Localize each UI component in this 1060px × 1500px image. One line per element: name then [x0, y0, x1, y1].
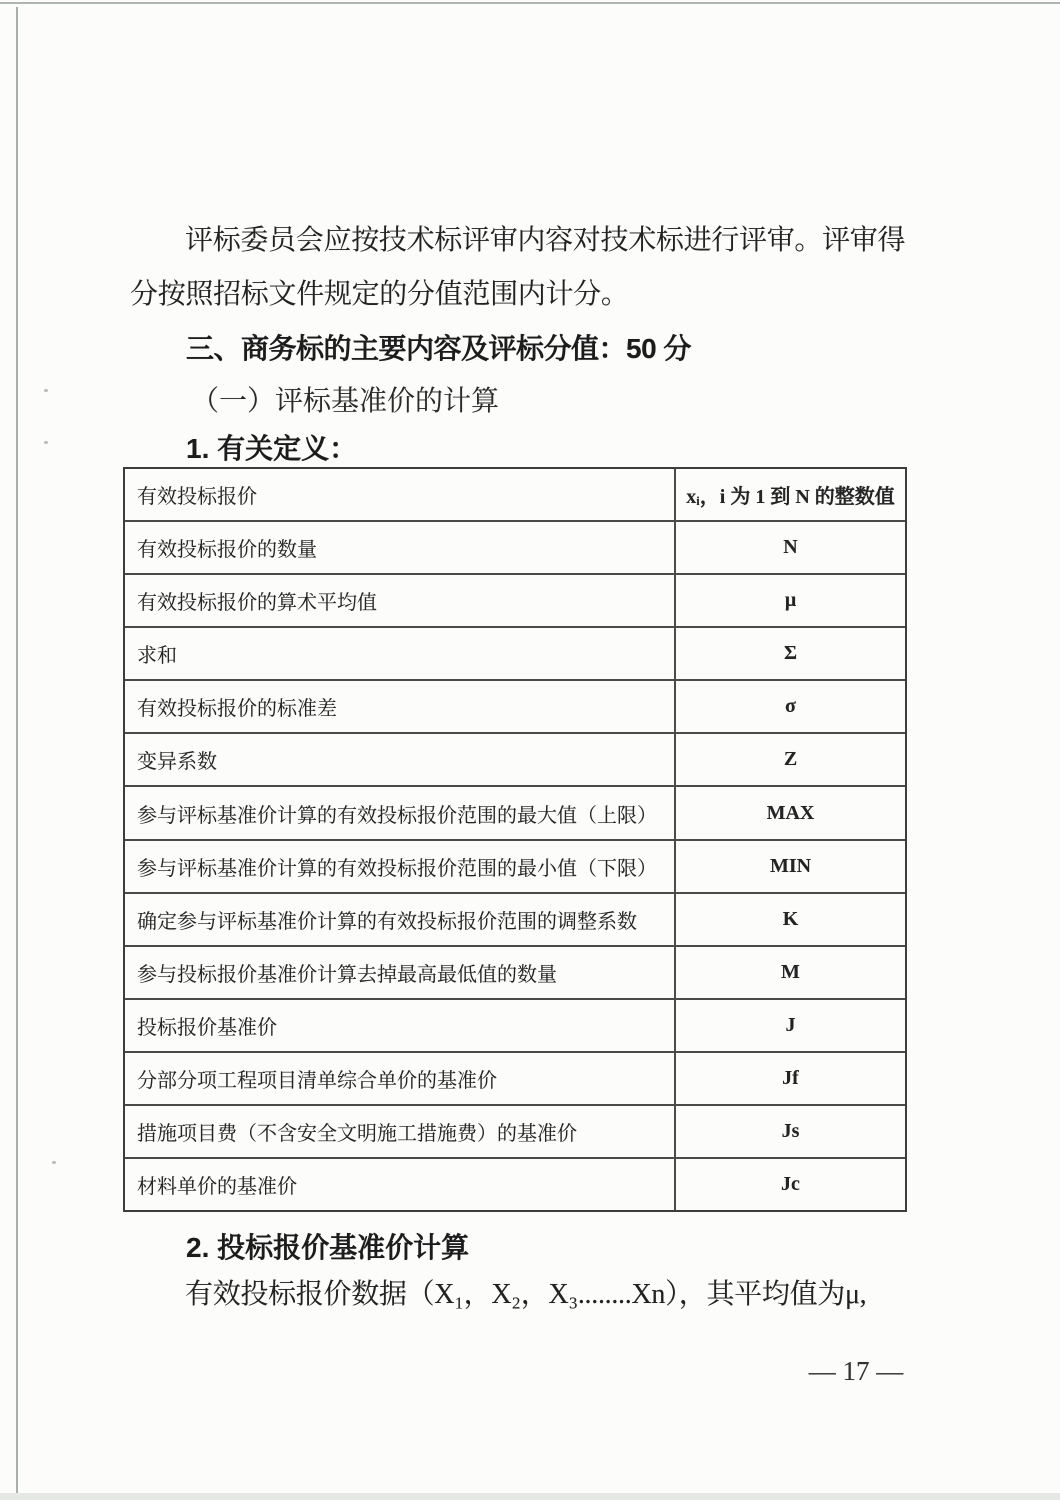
scan-speck [44, 441, 48, 444]
definition-row [125, 520, 905, 573]
definition-term: 参与评标基准价计算的有效投标报价范围的最小值（下限） [137, 857, 657, 880]
definition-symbol: N [674, 522, 905, 573]
definition-term: 求和 [137, 645, 177, 668]
definition-symbol: Σ [674, 628, 905, 679]
scan-speck [44, 389, 48, 392]
definition-symbol: MAX [674, 787, 905, 838]
definition-term: 有效投标报价的标准差 [137, 698, 337, 721]
definition-symbol: μ [674, 575, 905, 626]
paragraph-line-2: 分按照招标文件规定的分值范围内计分。 [130, 279, 629, 310]
definition-row [125, 679, 905, 732]
definition-row [125, 626, 905, 679]
section-heading-commercial-bid: 三、商务标的主要内容及评标分值：50 分 [186, 333, 691, 364]
definition-term: 有效投标报价的算术平均值 [137, 592, 377, 615]
definitions-table [123, 467, 907, 1212]
definition-row [125, 1051, 905, 1104]
definition-term: 材料单价的基准价 [137, 1176, 297, 1199]
definition-term: 参与投标报价基准价计算去掉最高最低值的数量 [137, 963, 557, 986]
definition-symbol: M [674, 947, 905, 998]
definition-row [125, 892, 905, 945]
definition-term: 措施项目费（不含安全文明施工措施费）的基准价 [137, 1122, 577, 1145]
definition-row [125, 1157, 905, 1210]
heading-definitions: 1. 有关定义： [186, 433, 358, 464]
definition-symbol: Z [674, 734, 905, 785]
definition-symbol: xᵢ，i 为 1 到 N 的整数值 [674, 469, 905, 520]
definition-symbol: K [674, 894, 905, 945]
definition-symbol: Js [674, 1106, 905, 1157]
definition-row [125, 998, 905, 1051]
scan-speck [52, 1161, 56, 1164]
definition-term: 变异系数 [137, 751, 217, 774]
scan-edge-top [0, 2, 1060, 4]
definition-row [125, 945, 905, 998]
subsection-heading-benchmark-price: （一）评标基准价的计算 [191, 386, 500, 417]
definition-term: 分部分项工程项目清单综合单价的基准价 [137, 1069, 497, 1092]
definition-symbol: MIN [674, 841, 905, 892]
definition-row [125, 785, 905, 838]
definition-row [125, 573, 905, 626]
page-number: — 17 — [808, 1356, 904, 1386]
heading-benchmark-calculation: 2. 投标报价基准价计算 [186, 1232, 470, 1263]
definition-row [125, 839, 905, 892]
definition-row [125, 469, 905, 520]
formula-line: 有效投标报价数据（X₁，X₂，X₃........Xn），其平均值为μ, [185, 1279, 867, 1310]
scan-edge-left [16, 7, 18, 1494]
definition-term: 确定参与评标基准价计算的有效投标报价范围的调整系数 [137, 910, 637, 933]
paragraph-line-1: 评标委员会应按技术标评审内容对技术标进行评审。评审得 [185, 225, 906, 256]
definition-symbol: Jf [674, 1053, 905, 1104]
definition-row [125, 732, 905, 785]
definition-symbol: J [674, 1000, 905, 1051]
definition-term: 有效投标报价 [137, 486, 257, 509]
definition-term: 有效投标报价的数量 [137, 539, 317, 562]
scan-edge-bottom [0, 1493, 1060, 1500]
definition-term: 投标报价基准价 [137, 1016, 277, 1039]
definition-symbol: Jc [674, 1159, 905, 1210]
definition-row [125, 1104, 905, 1157]
definition-symbol: σ [674, 681, 905, 732]
definition-term: 参与评标基准价计算的有效投标报价范围的最大值（上限） [137, 804, 657, 827]
